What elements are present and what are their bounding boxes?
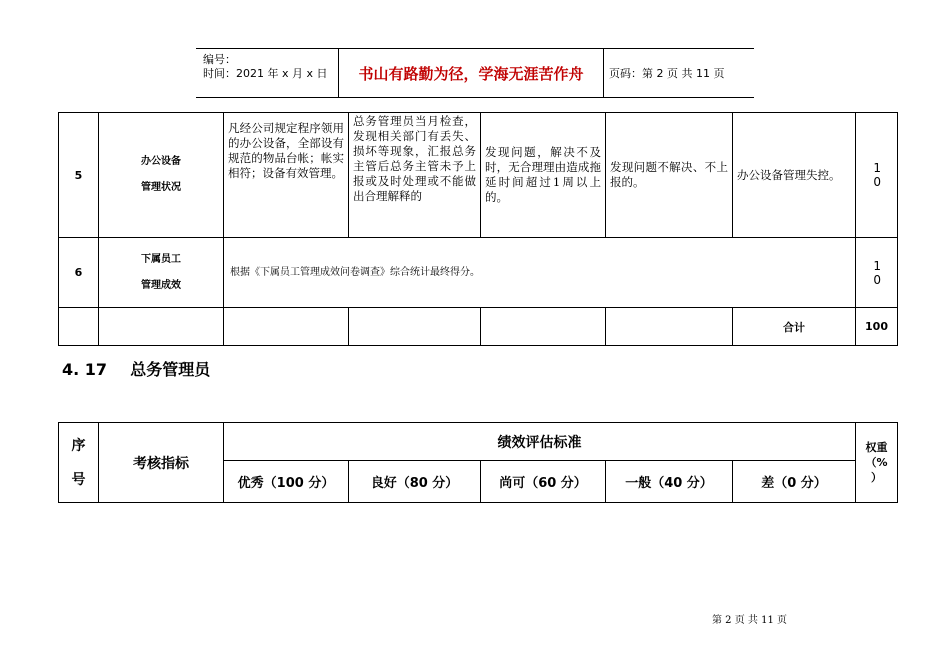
indicator-line: 管理状况 [141,182,181,193]
total-label: 合计 [733,308,856,346]
weight-value: 1 0 [856,238,898,308]
average-criteria: 发现问题不解决、不上报的。 [606,113,733,238]
header-meta-cell [196,49,338,97]
empty-cell [481,308,606,346]
weight-header-line: （% [865,456,888,469]
indicator-line: 管理成效 [141,279,181,291]
level-excellent: 优秀（100 分） [224,461,349,503]
indicator-cell [99,238,224,308]
empty-cell [606,308,733,346]
row-number: 6 [59,238,99,308]
weight-header-line: 权重 [865,441,888,454]
page-footer: 第 2 页 共 11 页 [712,615,787,626]
level-poor: 差（0 分） [733,461,856,503]
section-title: 总务管理员 [130,360,211,379]
empty-cell [99,308,224,346]
header-motto: 书山有路勤为径，学海无涯苦作舟 [338,49,604,97]
table-row-5 [59,113,898,238]
section-number: 4. 17 [62,360,108,379]
merged-criteria: 根据《下属员工管理成效问卷调查》综合统计最终得分。 [224,238,856,308]
seq-header [59,423,99,503]
header-page-label: 页码：第 2 页 共 11 页 [609,67,725,80]
indicator-cell [99,113,224,238]
level-fair: 尚可（60 分） [481,461,606,503]
weight-header [856,423,898,503]
criteria-header: 绩效评估标准 [224,423,856,461]
good-criteria: 总务管理员当月检查，发现相关部门有丢失、损坏等现象，汇报总务主管后总务主管未予上报或及时处理或不能做出合理解释的 [349,113,481,238]
time-label: 时间：2021 年 x 月 x 日 [203,67,328,80]
seq-line: 号 [71,471,86,488]
fair-criteria: 发现问题，解决不及时，无合理理由造成拖延时间超过1周以上的。 [481,113,606,238]
weight-header-line: ） [871,471,882,484]
row-number: 5 [59,113,99,238]
indicator-line: 办公设备 [141,156,181,167]
empty-cell [59,308,99,346]
indicator-line: 下属员工 [141,253,181,265]
indicator-header: 考核指标 [99,423,224,503]
level-average: 一般（40 分） [606,461,733,503]
evaluation-header-table [58,422,898,503]
seq-line: 序 [71,437,86,454]
total-value: 100 [856,308,898,346]
header-row-1 [59,423,898,461]
level-good: 良好（80 分） [349,461,481,503]
evaluation-table-continued [58,112,898,346]
section-heading [62,357,210,380]
table-row-6 [59,238,898,308]
weight-value: 1 0 [856,113,898,238]
empty-cell [224,308,349,346]
excellent-criteria: 凡经公司规定程序领用的办公设备，全部设有规范的物品台帐；帐实相符；设备有效管理。 [224,113,349,238]
total-row [59,308,898,346]
empty-cell [349,308,481,346]
poor-criteria: 办公设备管理失控。 [733,113,856,238]
document-header [196,48,754,98]
code-label: 编号： [203,53,236,66]
